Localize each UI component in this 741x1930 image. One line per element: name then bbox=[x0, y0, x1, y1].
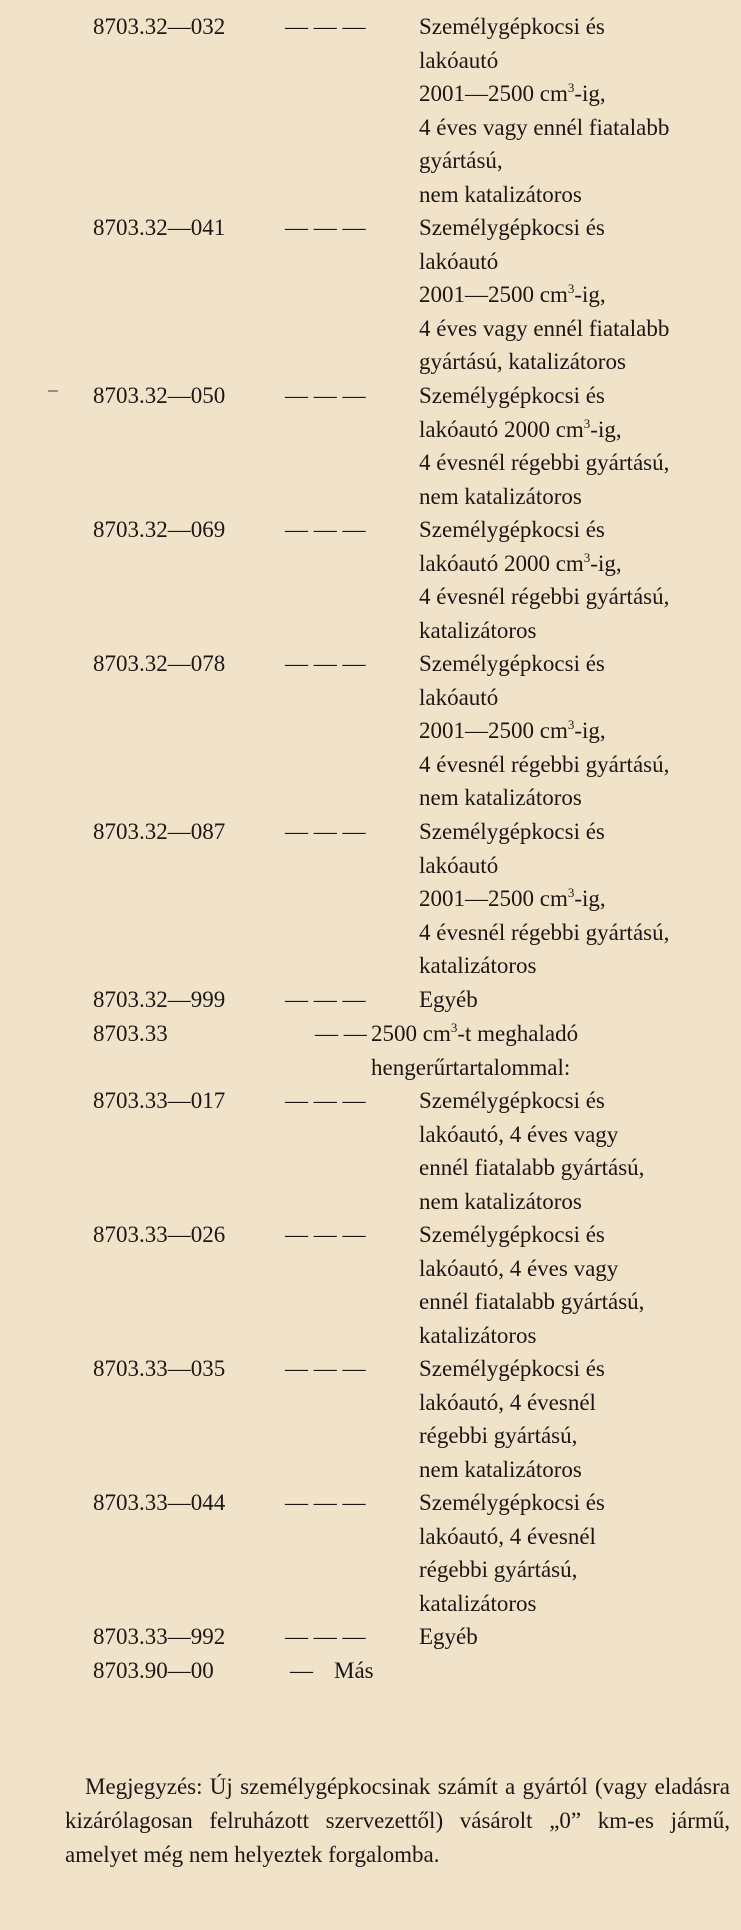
description-line: lakóautó bbox=[419, 684, 499, 710]
description-line: lakóautó bbox=[419, 47, 499, 73]
description-line: katalizátoros bbox=[419, 1590, 537, 1616]
description-line: nem katalizátoros bbox=[419, 785, 582, 810]
tariff-description bbox=[334, 1654, 374, 1688]
description-line: Más bbox=[334, 1658, 374, 1683]
description-line: Személygépkocsi és bbox=[419, 1356, 605, 1381]
description-line: hengerűrtartalommal: bbox=[371, 1054, 571, 1080]
description-line: 2001—2500 $cm^3-ig$, bbox=[419, 281, 606, 307]
tariff-description bbox=[419, 10, 669, 211]
description-line: 4 éves vagy ennél fiatalabb bbox=[419, 315, 670, 341]
level-dashes: — — — bbox=[285, 215, 366, 240]
level-dashes: — — — bbox=[285, 383, 366, 408]
description-line: Egyéb bbox=[419, 987, 478, 1012]
tariff-code: 8703.32—032 bbox=[93, 14, 226, 39]
description-line: 4 évesnél régebbi gyártású, bbox=[419, 751, 670, 777]
tariff-description bbox=[419, 379, 669, 513]
tariff-description bbox=[419, 513, 669, 647]
level-dashes: — — — bbox=[285, 1624, 366, 1649]
tariff-description bbox=[419, 983, 478, 1017]
level-dashes: — — — bbox=[285, 517, 366, 542]
description-line: katalizátoros bbox=[419, 617, 537, 643]
description-line: lakóautó 2000 $cm^3-ig$, bbox=[419, 415, 622, 442]
description-line: lakóautó, 4 éves vagy bbox=[419, 1255, 619, 1281]
tariff-code: 8703.32—999 bbox=[93, 987, 226, 1012]
level-dashes: — — — bbox=[285, 14, 366, 39]
tariff-description bbox=[419, 1620, 478, 1654]
description-line: lakóautó, 4 éves vagy bbox=[419, 1121, 619, 1147]
tariff-code: 8703.32—078 bbox=[93, 651, 226, 676]
tariff-code: 8703.33—017 bbox=[93, 1088, 226, 1113]
tariff-description bbox=[371, 1017, 578, 1084]
description-line: ennél fiatalabb gyártású, bbox=[419, 1289, 645, 1314]
description-line: nem katalizátoros bbox=[419, 181, 582, 207]
description-line: régebbi gyártású, bbox=[419, 1557, 578, 1582]
description-line: lakóautó bbox=[419, 852, 499, 878]
description-line: 2001—2500 $cm^3-ig$, bbox=[419, 717, 606, 743]
level-dashes: — — — bbox=[285, 1356, 366, 1381]
tariff-description bbox=[419, 1352, 605, 1486]
description-line: Személygépkocsi és bbox=[419, 517, 605, 542]
tariff-description bbox=[419, 1486, 605, 1620]
description-line: 2001—2500 $cm^3-ig$, bbox=[419, 80, 606, 106]
tariff-code: 8703.32—069 bbox=[93, 517, 226, 542]
level-dashes: — — — bbox=[285, 1222, 366, 1247]
description-line: lakóautó, 4 évesnél bbox=[419, 1523, 596, 1549]
tariff-code: 8703.33—044 bbox=[93, 1490, 226, 1515]
tariff-code: 8703.33—992 bbox=[93, 1624, 226, 1649]
description-line: 4 évesnél régebbi gyártású, bbox=[419, 919, 670, 945]
description-line: Személygépkocsi és bbox=[419, 1222, 605, 1247]
description-line: ennél fiatalabb gyártású, bbox=[419, 1155, 645, 1180]
tariff-code: 8703.33—026 bbox=[93, 1222, 226, 1247]
description-line: Személygépkocsi és bbox=[419, 383, 605, 408]
tariff-code: 8703.33 bbox=[93, 1021, 168, 1046]
footnote-text: Megjegyzés: Új személygépkocsinak számít a gyártól (vagy eladásra kizárólagosan felruházott szervezettől) vásárolt „0” km-es jármű, amelyet még nem helyeztek forgalomba. bbox=[65, 1774, 730, 1867]
description-line: Személygépkocsi és bbox=[419, 1088, 605, 1113]
tariff-code: 8703.32—087 bbox=[93, 819, 226, 844]
tariff-code: 8703.32—050 bbox=[93, 383, 226, 408]
level-dashes: — — — bbox=[285, 987, 366, 1012]
description-line: lakóautó bbox=[419, 248, 499, 274]
tariff-description bbox=[419, 647, 669, 815]
level-dashes: — — — bbox=[285, 1088, 366, 1113]
tariff-code: 8703.33—035 bbox=[93, 1356, 226, 1381]
level-dashes: — — — bbox=[285, 651, 366, 676]
description-line: régebbi gyártású, bbox=[419, 1423, 578, 1448]
description-line: nem katalizátoros bbox=[419, 1456, 582, 1482]
description-line: 2001—2500 $cm^3-ig$, bbox=[419, 885, 606, 911]
description-line: katalizátoros bbox=[419, 953, 537, 978]
tariff-description bbox=[419, 815, 669, 983]
description-line: Egyéb bbox=[419, 1624, 478, 1649]
description-line: Személygépkocsi és bbox=[419, 14, 605, 39]
description-line: Személygépkocsi és bbox=[419, 651, 605, 676]
tariff-description bbox=[419, 1218, 644, 1352]
description-line: Személygépkocsi és bbox=[419, 1490, 605, 1515]
tariff-description bbox=[419, 1084, 644, 1218]
description-line: nem katalizátoros bbox=[419, 1188, 582, 1214]
level-dashes: — — — bbox=[285, 819, 366, 844]
tariff-code: 8703.32—041 bbox=[93, 215, 226, 240]
description-line: 2500 $cm^3-t$ meghaladó bbox=[371, 1020, 579, 1046]
description-line: gyártású, bbox=[419, 148, 503, 173]
tariff-code: 8703.90—00 bbox=[93, 1658, 214, 1683]
level-dashes: — bbox=[290, 1658, 313, 1683]
footnote bbox=[65, 1770, 730, 1872]
tariff-description bbox=[419, 211, 669, 379]
description-line: Személygépkocsi és bbox=[419, 819, 605, 844]
level-dashes: — — bbox=[315, 1021, 367, 1046]
margin-mark bbox=[48, 390, 58, 392]
level-dashes: — — — bbox=[285, 1490, 366, 1515]
description-line: 4 évesnél régebbi gyártású, bbox=[419, 450, 670, 475]
description-line: Személygépkocsi és bbox=[419, 215, 605, 240]
description-line: 4 évesnél régebbi gyártású, bbox=[419, 584, 670, 609]
description-line: 4 éves vagy ennél fiatalabb bbox=[419, 114, 670, 140]
description-line: lakóautó, 4 évesnél bbox=[419, 1389, 596, 1415]
description-line: lakóautó 2000 $cm^3-ig$, bbox=[419, 549, 622, 576]
description-line: gyártású, katalizátoros bbox=[419, 349, 626, 374]
description-line: nem katalizátoros bbox=[419, 483, 582, 509]
description-line: katalizátoros bbox=[419, 1322, 537, 1348]
